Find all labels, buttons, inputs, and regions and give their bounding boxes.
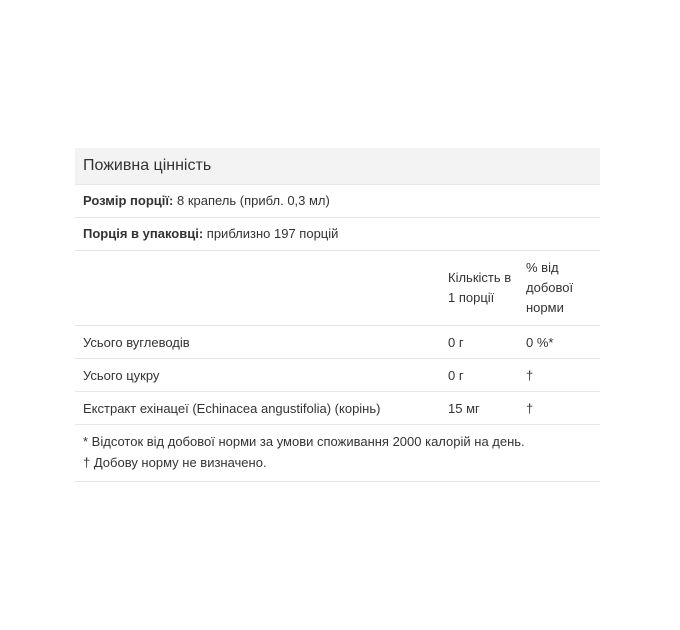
table-header-row [75, 251, 600, 326]
row-amount: 15 мг [440, 392, 518, 425]
row-amount: 0 г [440, 359, 518, 392]
serving-size-row [75, 185, 600, 218]
table-row [75, 359, 600, 392]
panel-title: Поживна цінність [75, 148, 600, 185]
table-row [75, 392, 600, 425]
row-name: Екстракт ехінацеї (Echinacea angustifolia) (корінь) [75, 392, 440, 425]
header-daily-value [518, 251, 600, 326]
row-daily-value: † [518, 359, 600, 392]
servings-per-container-row [75, 218, 600, 251]
nutrition-table [75, 251, 600, 425]
row-name: Усього вуглеводів [75, 326, 440, 359]
header-amount-line1: Кількість в [448, 270, 512, 285]
header-empty-cell [75, 251, 440, 326]
serving-size-value: 8 крапель (прибл. 0,3 мл) [176, 193, 330, 208]
row-daily-value: 0 %* [518, 326, 600, 359]
serving-size-label: Розмір порції: [83, 193, 174, 208]
footnote-daily-value: * Відсоток від добової норми за умови споживання 2000 калорій на день. [83, 434, 525, 449]
header-dv-line2: добової [526, 280, 574, 295]
footnote-not-established: † Добову норму не визначено. [83, 455, 267, 470]
nutrition-facts-panel [75, 148, 600, 482]
row-daily-value: † [518, 392, 600, 425]
footnotes [75, 425, 600, 482]
table-row [75, 326, 600, 359]
header-dv-line3: норми [526, 300, 564, 315]
servings-per-container-value: приблизно 197 порцій [206, 226, 339, 241]
header-amount-per-serving [440, 251, 518, 326]
header-amount-line2: 1 порції [448, 290, 495, 305]
servings-per-container-label: Порція в упаковці: [83, 226, 204, 241]
header-dv-line1: % від [526, 260, 559, 275]
row-name: Усього цукру [75, 359, 440, 392]
row-amount: 0 г [440, 326, 518, 359]
